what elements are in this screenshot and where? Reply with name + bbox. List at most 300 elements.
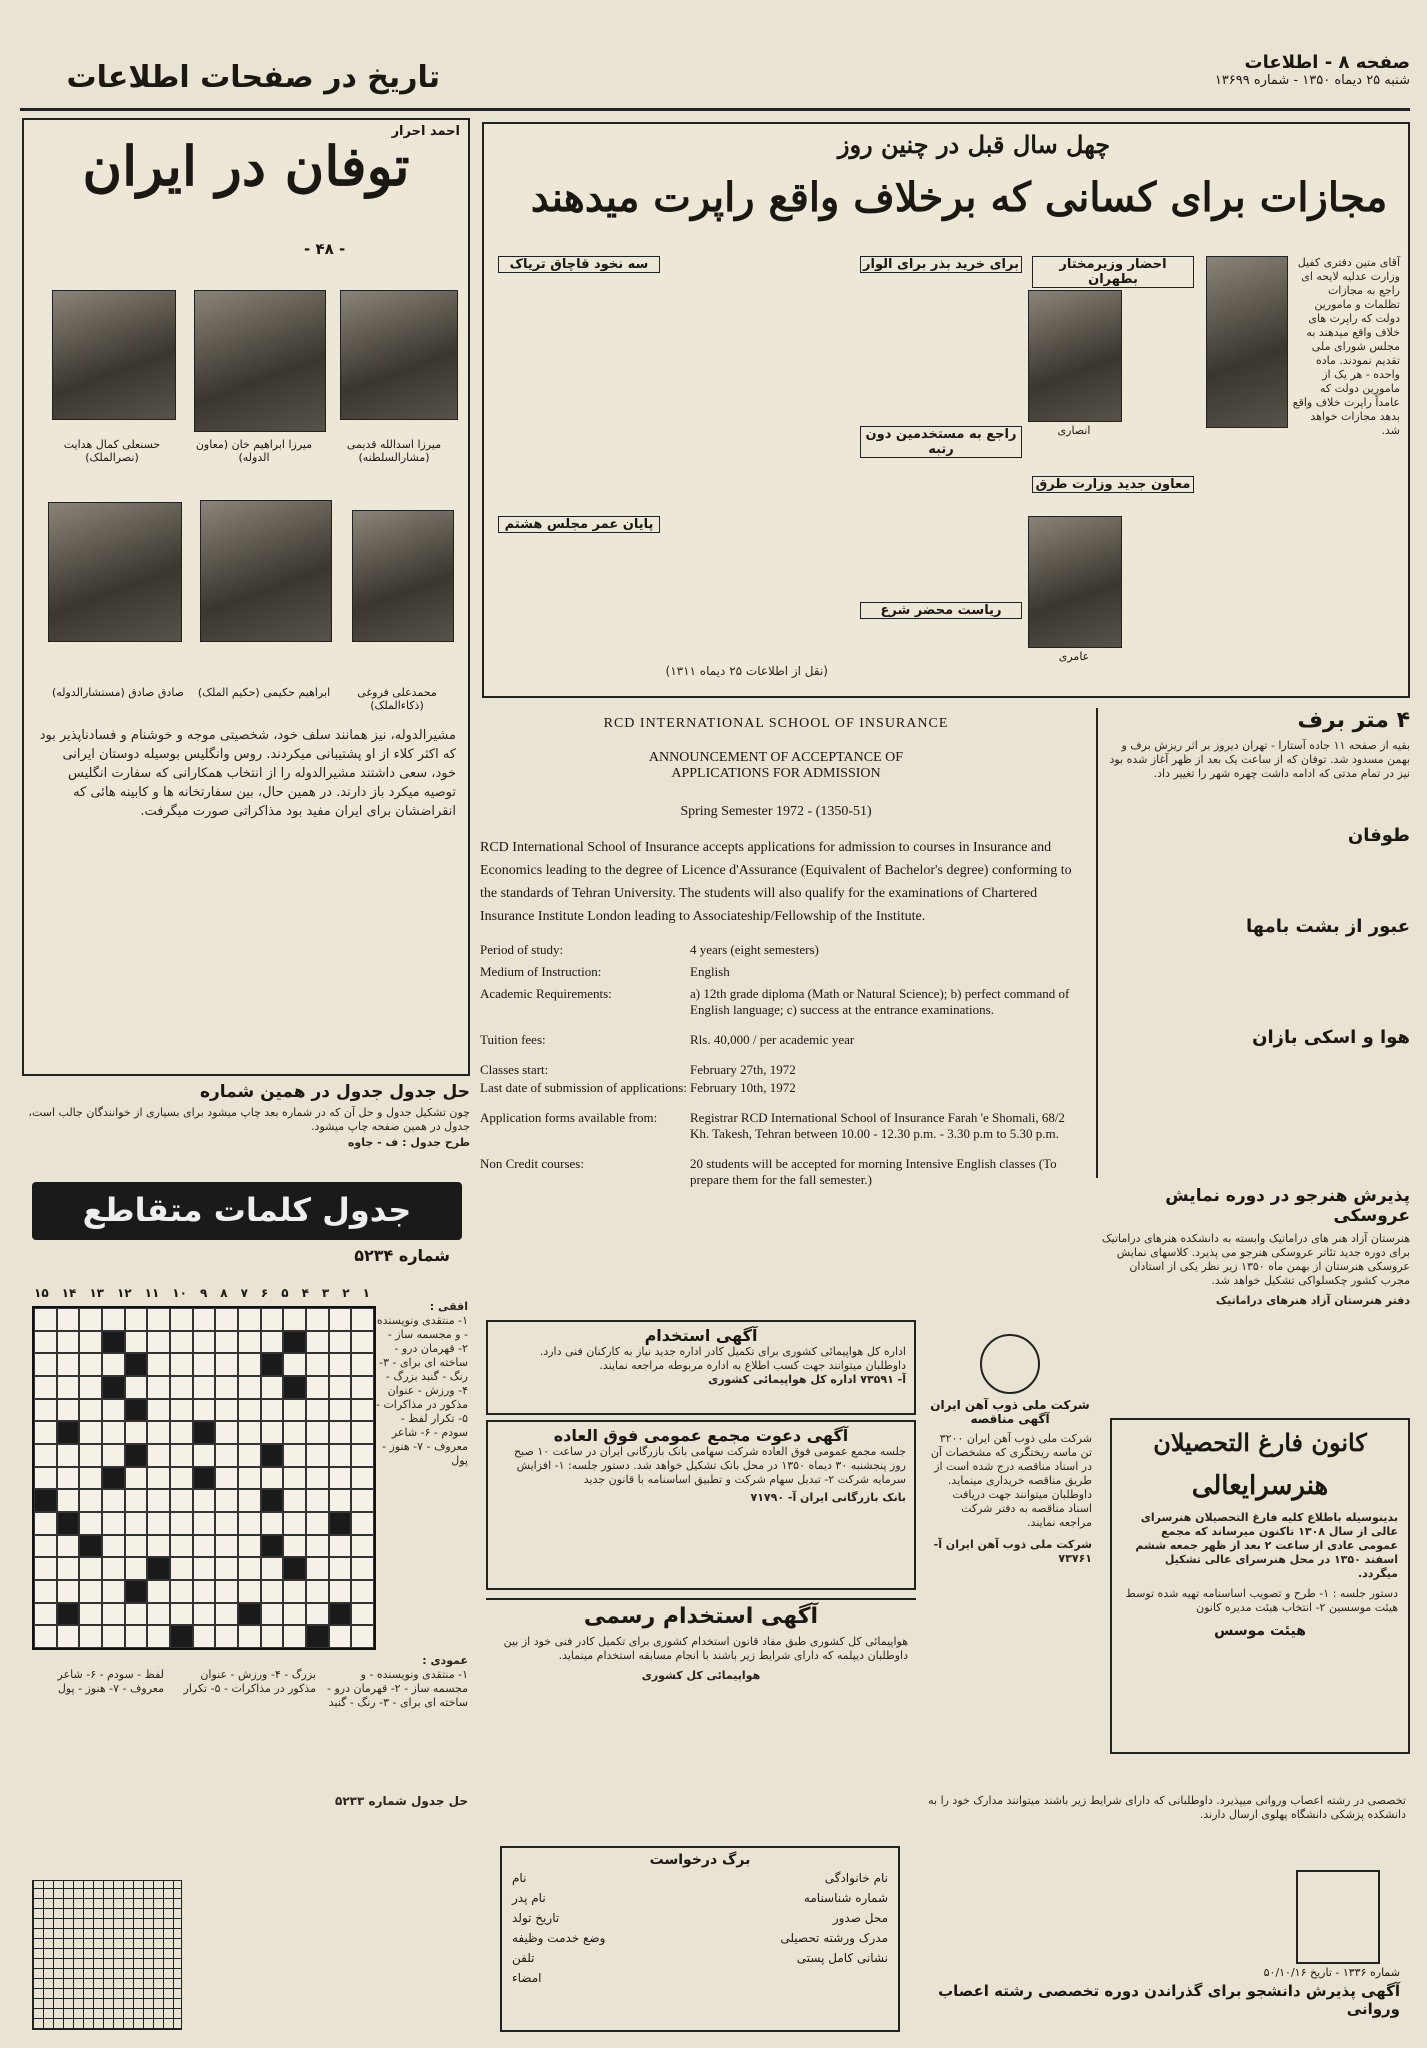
crossword-cell[interactable] — [351, 1308, 374, 1331]
crossword-cell[interactable] — [34, 1421, 57, 1444]
num: ۶ — [260, 1286, 269, 1300]
crossword-cell[interactable] — [34, 1580, 57, 1603]
prev-solution-grid — [32, 1880, 182, 2030]
crossword-cell[interactable] — [329, 1399, 352, 1422]
crossword-cell[interactable] — [215, 1444, 238, 1467]
crossword-cell[interactable] — [125, 1467, 148, 1490]
crossword-cell[interactable] — [170, 1512, 193, 1535]
crossword-cell[interactable] — [34, 1444, 57, 1467]
crossword-cell[interactable] — [261, 1512, 284, 1535]
form-field[interactable]: شماره شناسنامه — [803, 1891, 888, 1905]
crossword-cell[interactable] — [238, 1580, 261, 1603]
row-label-forms: Application forms available from: — [480, 1110, 658, 1125]
crossword-cell[interactable] — [261, 1603, 284, 1626]
crossword-cell[interactable] — [193, 1580, 216, 1603]
crossword-cell[interactable] — [261, 1376, 284, 1399]
official-employment — [486, 1598, 916, 1838]
crossword-cell — [329, 1603, 352, 1626]
crossword-cell[interactable] — [193, 1603, 216, 1626]
crossword-cell[interactable] — [215, 1421, 238, 1444]
crossword-cell[interactable] — [125, 1625, 148, 1648]
crossword-cell — [283, 1557, 306, 1580]
crossword-cell[interactable] — [147, 1353, 170, 1376]
crossword-cell[interactable] — [57, 1535, 80, 1558]
crossword-cell[interactable] — [283, 1625, 306, 1648]
crossword-cell[interactable] — [261, 1421, 284, 1444]
crossword-cell[interactable] — [351, 1421, 374, 1444]
crossword-cell — [102, 1467, 125, 1490]
crossword-cell[interactable] — [306, 1331, 329, 1354]
crossword-cell[interactable] — [193, 1376, 216, 1399]
row-value-forms: Registrar RCD International School of Insurance Farah 'e Shomali, 68/2 Kh. Takesh, Tehran between 10.00 - 12.30 p.m. - 3.30 p.m to 5.30 p.m. — [690, 1110, 1065, 1141]
crossword-cell[interactable] — [125, 1535, 148, 1558]
form-field[interactable]: نام — [512, 1871, 527, 1885]
crossword-cell[interactable] — [261, 1625, 284, 1648]
crossword-cell[interactable] — [193, 1489, 216, 1512]
crossword-cell[interactable] — [34, 1557, 57, 1580]
crossword-cell[interactable] — [261, 1580, 284, 1603]
crossword-cell[interactable] — [79, 1512, 102, 1535]
crossword-cell[interactable] — [238, 1625, 261, 1648]
snow-column — [1104, 708, 1410, 1178]
crossword-cell[interactable] — [283, 1421, 306, 1444]
crossword-cell[interactable] — [306, 1467, 329, 1490]
crossword-cell[interactable] — [306, 1421, 329, 1444]
num: ۹ — [199, 1286, 208, 1300]
crossword-cell[interactable] — [238, 1467, 261, 1490]
crossword-cell[interactable] — [34, 1376, 57, 1399]
crossword-cell[interactable] — [102, 1399, 125, 1422]
solution-title: حل جدول جدول در همین شماره — [199, 1082, 470, 1102]
crossword-cell[interactable] — [79, 1557, 102, 1580]
crossword-cell[interactable] — [57, 1625, 80, 1648]
across-label: افقی : — [429, 1300, 468, 1313]
num: ۱۲ — [116, 1286, 132, 1300]
sub-head-3: سه نخود قاچاق تریاک — [498, 256, 660, 273]
crossword-cell[interactable] — [170, 1331, 193, 1354]
crossword-cell[interactable] — [215, 1376, 238, 1399]
crossword-cell[interactable] — [34, 1603, 57, 1626]
crossword-cell[interactable] — [351, 1353, 374, 1376]
section-title: تاریخ در صفحات اطلاعات — [66, 60, 440, 95]
crossword-cell[interactable] — [306, 1603, 329, 1626]
crossword-cell — [261, 1489, 284, 1512]
crossword-cell[interactable] — [238, 1331, 261, 1354]
crossword-cell[interactable] — [306, 1580, 329, 1603]
num: ۱ — [362, 1286, 370, 1300]
sub-head-1: احضار وزیرمختار بطهران — [1032, 256, 1194, 288]
crossword-cell[interactable] — [147, 1421, 170, 1444]
masthead — [1080, 52, 1410, 102]
crossword-cell[interactable] — [57, 1444, 80, 1467]
crossword-cell[interactable] — [261, 1557, 284, 1580]
snow-rule — [1096, 708, 1098, 1178]
crossword-cell[interactable] — [125, 1376, 148, 1399]
crossword-cell[interactable] — [215, 1603, 238, 1626]
crossword-cell[interactable] — [283, 1308, 306, 1331]
railway-title: آگهی مناقصه — [970, 1412, 1050, 1426]
crossword-cell[interactable] — [125, 1308, 148, 1331]
crossword-cell[interactable] — [147, 1308, 170, 1331]
form-field[interactable]: مدرک ورشته تحصیلی — [780, 1931, 888, 1945]
crossword-cell[interactable] — [238, 1489, 261, 1512]
crossword-cell — [193, 1467, 216, 1490]
assembly-body: جلسه مجمع عمومی فوق العاده شرکت سهامی بانک بازرگانی ایران در ساعت ۱۰ صبح روز پنجشنبه ۳۰ دیماه ۱۳۵۰ در محل بانک تشکیل خواهد شد. دستور جلسه: ۱- افزایش سرمایه شرکت ۲- تبدیل سهام شرکت و تطبیق اساسنامه با قانون جدید — [514, 1445, 906, 1486]
crossword-cell[interactable] — [329, 1331, 352, 1354]
crossword-cell[interactable] — [351, 1625, 374, 1648]
crossword-cell[interactable] — [351, 1444, 374, 1467]
crossword-cell[interactable] — [79, 1353, 102, 1376]
crossword-cell[interactable] — [215, 1512, 238, 1535]
num: ۱۰ — [172, 1286, 187, 1300]
portrait-1 — [340, 290, 458, 420]
crossword-cell[interactable] — [102, 1557, 125, 1580]
crossword-cell[interactable] — [79, 1376, 102, 1399]
crossword-cell[interactable] — [79, 1625, 102, 1648]
crossword-solution — [22, 1082, 470, 1174]
form-field[interactable]: تاریخ تولد — [512, 1911, 560, 1925]
crossword-cell[interactable] — [351, 1467, 374, 1490]
crossword-cell[interactable] — [34, 1308, 57, 1331]
crossword-cell[interactable] — [238, 1512, 261, 1535]
form-field[interactable]: محل صدور — [832, 1911, 888, 1925]
crossword-cell[interactable] — [238, 1535, 261, 1558]
crossword-cell[interactable] — [329, 1557, 352, 1580]
crossword-cell — [261, 1535, 284, 1558]
history-number: - ۴۸ - — [304, 240, 346, 258]
hernzjou-footer: دفتر هنرستان آزاد هنرهای دراماتیک — [1215, 1294, 1410, 1307]
official-footer: هواپیمائی کل کشوری — [641, 1669, 761, 1682]
portrait-4 — [352, 510, 454, 642]
form-field[interactable]: تلفن — [512, 1951, 535, 1965]
employment-footer: آ- ۷۳۵۹۱ اداره کل هواپیمائی کشوری — [708, 1373, 906, 1386]
crossword-cell[interactable] — [215, 1535, 238, 1558]
crossword-cell[interactable] — [193, 1353, 216, 1376]
forty-years-source: (نقل از اطلاعات ۲۵ دیماه ۱۳۱۱) — [665, 664, 828, 678]
crossword-cell[interactable] — [102, 1603, 125, 1626]
assembly-ad — [486, 1420, 916, 1590]
crossword-cell[interactable] — [238, 1308, 261, 1331]
crossword-cell[interactable] — [351, 1603, 374, 1626]
page-label: صفحه ۸ - اطلاعات — [1244, 52, 1410, 73]
crossword-cell[interactable] — [147, 1580, 170, 1603]
crossword-cell[interactable] — [147, 1444, 170, 1467]
crossword-cell[interactable] — [329, 1535, 352, 1558]
crossword-cell[interactable] — [170, 1580, 193, 1603]
medical-ad — [924, 1790, 1410, 2038]
crossword-cell — [261, 1353, 284, 1376]
crossword-cell[interactable] — [102, 1421, 125, 1444]
crossword-cell[interactable] — [215, 1399, 238, 1422]
num: ۳ — [321, 1286, 330, 1300]
crossword-cell[interactable] — [125, 1421, 148, 1444]
date-line: شنبه ۲۵ دیماه ۱۳۵۰ - شماره ۱۳۶۹۹ — [1214, 73, 1410, 88]
mot-portrait-1 — [1206, 256, 1288, 428]
crossword-cell[interactable] — [238, 1399, 261, 1422]
crossword-cell[interactable] — [102, 1308, 125, 1331]
solution-designer: طرح جدول : ف - جاوه — [347, 1136, 470, 1149]
crossword-cell[interactable] — [34, 1625, 57, 1648]
crossword-cell[interactable] — [34, 1353, 57, 1376]
school-semester: Spring Semester 1972 - (1350-51) — [680, 804, 872, 819]
crossword-cell[interactable] — [147, 1625, 170, 1648]
crossword-cell[interactable] — [283, 1353, 306, 1376]
crossword-cell[interactable] — [283, 1512, 306, 1535]
clues-text: ۱- منتقدی ونویسنده - و مجسمه ساز - ۲- قهرمان درو - ساخته ای برای - ۳- رنگ - گنبد بزرگ - ۴- ورزش - عنوان مذکور در مذاکرات - ۵- تکرار لفظ - سودم - ۶- شاعر معروف - ۷- هنوز - پول — [376, 1314, 468, 1467]
crossword-cell[interactable] — [57, 1376, 80, 1399]
crossword-cell[interactable] — [102, 1580, 125, 1603]
crossword-cell[interactable] — [147, 1603, 170, 1626]
railway-tender — [924, 1330, 1096, 1782]
crossword-cell[interactable] — [329, 1353, 352, 1376]
history-author: احمد احرار — [391, 124, 460, 139]
crossword-cell[interactable] — [147, 1467, 170, 1490]
crossword-cell[interactable] — [79, 1444, 102, 1467]
crossword-cell[interactable] — [351, 1535, 374, 1558]
crossword-cell[interactable] — [215, 1308, 238, 1331]
num: ۴ — [301, 1286, 309, 1300]
crossword-cell[interactable] — [34, 1512, 57, 1535]
crossword-cell[interactable] — [351, 1557, 374, 1580]
crossword-cell[interactable] — [329, 1467, 352, 1490]
crossword-cell[interactable] — [261, 1467, 284, 1490]
crossword-cell[interactable] — [261, 1399, 284, 1422]
portrait-5 — [200, 500, 332, 642]
crossword-cell[interactable] — [79, 1421, 102, 1444]
crossword-cell[interactable] — [283, 1399, 306, 1422]
university-logo-icon — [1296, 1870, 1380, 1964]
crossword-cell[interactable] — [193, 1512, 216, 1535]
portrait-2 — [194, 290, 326, 432]
row-label-academic: Academic Requirements: — [480, 986, 612, 1001]
crossword-cell[interactable] — [57, 1467, 80, 1490]
employment-ad — [486, 1320, 916, 1415]
crossword-cell[interactable] — [147, 1399, 170, 1422]
crossword-cell[interactable] — [329, 1308, 352, 1331]
form-field[interactable]: امضاء — [512, 1971, 542, 1985]
down-label: عمودی : — [422, 1654, 468, 1667]
crossword-cell — [238, 1603, 261, 1626]
crossword-cell[interactable] — [102, 1444, 125, 1467]
crossword-cell[interactable] — [215, 1353, 238, 1376]
crossword-cell[interactable] — [170, 1353, 193, 1376]
crossword-cell[interactable] — [102, 1489, 125, 1512]
crossword-cell — [125, 1444, 148, 1467]
crossword-down — [22, 1654, 468, 1870]
crossword-cell[interactable] — [102, 1535, 125, 1558]
crossword-cell[interactable] — [147, 1512, 170, 1535]
crossword-cell[interactable] — [351, 1399, 374, 1422]
crossword-cell[interactable] — [238, 1444, 261, 1467]
crossword-cell[interactable] — [125, 1512, 148, 1535]
crossword-cell[interactable] — [170, 1535, 193, 1558]
crossword-cell[interactable] — [79, 1489, 102, 1512]
crossword-cell[interactable] — [306, 1399, 329, 1422]
crossword-cell[interactable] — [351, 1489, 374, 1512]
row-value-tuition: Rls. 40,000 / per academic year — [690, 1032, 855, 1047]
num: ۸ — [220, 1286, 228, 1300]
crossword-cell[interactable] — [283, 1603, 306, 1626]
crossword-cell[interactable] — [306, 1376, 329, 1399]
crossword-cell[interactable] — [79, 1308, 102, 1331]
crossword-cell[interactable] — [329, 1421, 352, 1444]
crossword-cell[interactable] — [329, 1580, 352, 1603]
crossword-cell[interactable] — [170, 1489, 193, 1512]
crossword-cell[interactable] — [238, 1421, 261, 1444]
crossword-cell — [125, 1399, 148, 1422]
crossword-cell[interactable] — [193, 1331, 216, 1354]
num: ۱۱ — [144, 1286, 160, 1300]
crossword-cell[interactable] — [147, 1489, 170, 1512]
crossword-cell[interactable] — [351, 1580, 374, 1603]
sub-head-5: معاون جدید وزارت طرق — [1032, 476, 1194, 493]
crossword-cell[interactable] — [306, 1444, 329, 1467]
crossword-cell[interactable] — [34, 1535, 57, 1558]
crossword-cell[interactable] — [193, 1308, 216, 1331]
sub-head-2: برای خرید بذر برای الوار — [860, 256, 1022, 273]
crossword-cell[interactable] — [125, 1489, 148, 1512]
history-title: توفان در ایران — [82, 134, 410, 198]
crossword-cell[interactable] — [193, 1535, 216, 1558]
crossword-cell[interactable] — [238, 1557, 261, 1580]
snow-body: بقیه از صفحه ۱۱ جاده آستارا - تهران دیروز بر اثر ریزش برف و بهمن مسدود شد. توفان که از ساعت یک بعد از ظهر آغاز شده بود نیز در تمام مدتی که ادامه داشت چهره شهر را تغییر داد. — [1109, 739, 1410, 780]
crossword-cell[interactable] — [329, 1376, 352, 1399]
crossword-cell[interactable] — [283, 1580, 306, 1603]
crossword-cell[interactable] — [102, 1353, 125, 1376]
crossword-cell[interactable] — [215, 1489, 238, 1512]
crossword-cell[interactable] — [79, 1580, 102, 1603]
crossword-cell[interactable] — [170, 1308, 193, 1331]
crossword-cell[interactable] — [283, 1489, 306, 1512]
crossword-cell[interactable] — [170, 1557, 193, 1580]
form-field[interactable]: نام خانوادگی — [824, 1871, 888, 1885]
crossword-cell[interactable] — [261, 1331, 284, 1354]
crossword-cell[interactable] — [215, 1331, 238, 1354]
portrait-3 — [52, 290, 176, 420]
assembly-title: آگهی دعوت مجمع عمومی فوق العاده — [553, 1426, 849, 1445]
railway-company: شرکت ملی ذوب آهن ایران — [930, 1398, 1090, 1412]
crossword-numbers — [34, 1286, 370, 1304]
crossword-cell[interactable] — [57, 1489, 80, 1512]
crossword-cell[interactable] — [283, 1444, 306, 1467]
crossword-cell[interactable] — [57, 1399, 80, 1422]
crossword-cell[interactable] — [57, 1308, 80, 1331]
crossword-cell[interactable] — [102, 1625, 125, 1648]
application-form — [500, 1846, 900, 2032]
crossword-cell[interactable] — [170, 1444, 193, 1467]
crossword-cell[interactable] — [351, 1376, 374, 1399]
crossword-cell[interactable] — [57, 1353, 80, 1376]
portrait-caption-5: ابراهیم حکیمی (حکیم الملک) — [197, 686, 331, 699]
crossword-cell[interactable] — [306, 1535, 329, 1558]
crossword-cell[interactable] — [215, 1557, 238, 1580]
crossword-cell[interactable] — [125, 1331, 148, 1354]
solution-body: چون تشکیل جدول و حل آن که در شماره بعد چاپ میشود برای بسیاری از خوانندگان جالب است، جدول در همین صفحه چاپ میشود. — [28, 1106, 470, 1133]
crossword-cell[interactable] — [57, 1331, 80, 1354]
crossword-cell[interactable] — [125, 1603, 148, 1626]
crossword-cell[interactable] — [57, 1557, 80, 1580]
crossword-cell[interactable] — [306, 1353, 329, 1376]
graduates-body: بدینوسیله باطلاع کلیه فارغ التحصیلان هنرسرای عالی از سال ۱۳۰۸ تاکنون میرساند که مجمع عمومی عادی از ساعت ۲ بعد از ظهر جمعه ششم اسفند ۱۳۵۰ در محل هنرسرای عالی تشکیل میگردد. — [1135, 1511, 1398, 1580]
crossword-cell[interactable] — [306, 1512, 329, 1535]
row-label-period: Period of study: — [480, 942, 564, 957]
row-value-medium: English — [690, 964, 730, 979]
crossword-cell[interactable] — [238, 1353, 261, 1376]
crossword-cell[interactable] — [79, 1603, 102, 1626]
row-value-noncredit: 20 students will be accepted for morning Intensive English classes (To prepare them for the fall semester.) — [690, 1156, 1057, 1187]
crossword-cell[interactable] — [238, 1376, 261, 1399]
portrait-caption-1: میرزا اسدالله قدیمی (مشارالسلطنه) — [346, 438, 442, 464]
num: ۱۵ — [34, 1286, 49, 1300]
crossword-cell[interactable] — [147, 1331, 170, 1354]
form-field[interactable]: وضع خدمت وظیفه — [512, 1931, 606, 1945]
crossword-cell[interactable] — [306, 1308, 329, 1331]
form-field[interactable]: نام پدر — [512, 1891, 546, 1905]
crossword-cell[interactable] — [351, 1512, 374, 1535]
crossword-cell[interactable] — [170, 1421, 193, 1444]
crossword-cell[interactable] — [34, 1331, 57, 1354]
crossword-cell[interactable] — [125, 1557, 148, 1580]
crossword-grid[interactable] — [32, 1306, 376, 1650]
crossword-cell[interactable] — [193, 1399, 216, 1422]
crossword-cell[interactable] — [261, 1308, 284, 1331]
crossword-cell[interactable] — [306, 1489, 329, 1512]
crossword-cell[interactable] — [147, 1376, 170, 1399]
crossword-cell[interactable] — [193, 1625, 216, 1648]
forty-years-box — [482, 122, 1410, 698]
official-body: هواپیمائی کل کشوری طبق مفاد قانون استخدام کشوری برای تکمیل کادر فنی خود از بین داوطلبان دیپلمه که دارای شرایط زیر باشند با انجام مسابقه استخدام مینماید. — [503, 1635, 908, 1662]
crossword-cell[interactable] — [170, 1467, 193, 1490]
crossword-cell — [283, 1331, 306, 1354]
crossword-cell[interactable] — [34, 1467, 57, 1490]
crossword-cell[interactable] — [79, 1331, 102, 1354]
crossword-cell[interactable] — [170, 1376, 193, 1399]
crossword-cell[interactable] — [283, 1467, 306, 1490]
crossword-cell[interactable] — [57, 1580, 80, 1603]
row-label-classes: Classes start: — [480, 1062, 549, 1077]
crossword-cell[interactable] — [215, 1580, 238, 1603]
prev-solution-label: حل جدول شماره ۵۲۳۳ — [335, 1794, 468, 1808]
crossword-cell[interactable] — [215, 1467, 238, 1490]
snow-title: ۴ متر برف — [1297, 708, 1410, 733]
crossword-cell[interactable] — [193, 1557, 216, 1580]
medical-footer: آگهی پذیرش دانشجو برای گذراندن دوره تخصصی رشته اعصاب وروانی — [938, 1982, 1400, 2018]
crossword-cell[interactable] — [170, 1399, 193, 1422]
graduates-footer: هیئت موسس — [1214, 1623, 1306, 1639]
crossword-cell[interactable] — [79, 1467, 102, 1490]
forty-years-headline: مجازات برای کسانی که برخلاف واقع راپرت میدهند — [530, 174, 1388, 221]
form-field[interactable]: نشانی کامل پستی — [796, 1951, 888, 1965]
crossword-cell[interactable] — [102, 1512, 125, 1535]
crossword-cell[interactable] — [351, 1331, 374, 1354]
sub-head-4: راجع به مستخدمین دون رتبه — [860, 426, 1022, 458]
school-ad — [466, 710, 1086, 1310]
crossword-cell[interactable] — [283, 1535, 306, 1558]
crossword-cell[interactable] — [79, 1399, 102, 1422]
snow-sub2: عبور از بشت بامها — [1245, 916, 1410, 937]
crossword-cell[interactable] — [329, 1444, 352, 1467]
crossword-cell[interactable] — [306, 1557, 329, 1580]
crossword-cell[interactable] — [329, 1489, 352, 1512]
crossword-cell[interactable] — [329, 1625, 352, 1648]
crossword-cell[interactable] — [215, 1625, 238, 1648]
crossword-cell[interactable] — [193, 1444, 216, 1467]
crossword-cell[interactable] — [170, 1603, 193, 1626]
crossword-cell[interactable] — [147, 1535, 170, 1558]
crossword-cell[interactable] — [34, 1399, 57, 1422]
crossword-cell — [170, 1625, 193, 1648]
crossword-title-text: جدول کلمات متقاطع — [82, 1191, 412, 1229]
